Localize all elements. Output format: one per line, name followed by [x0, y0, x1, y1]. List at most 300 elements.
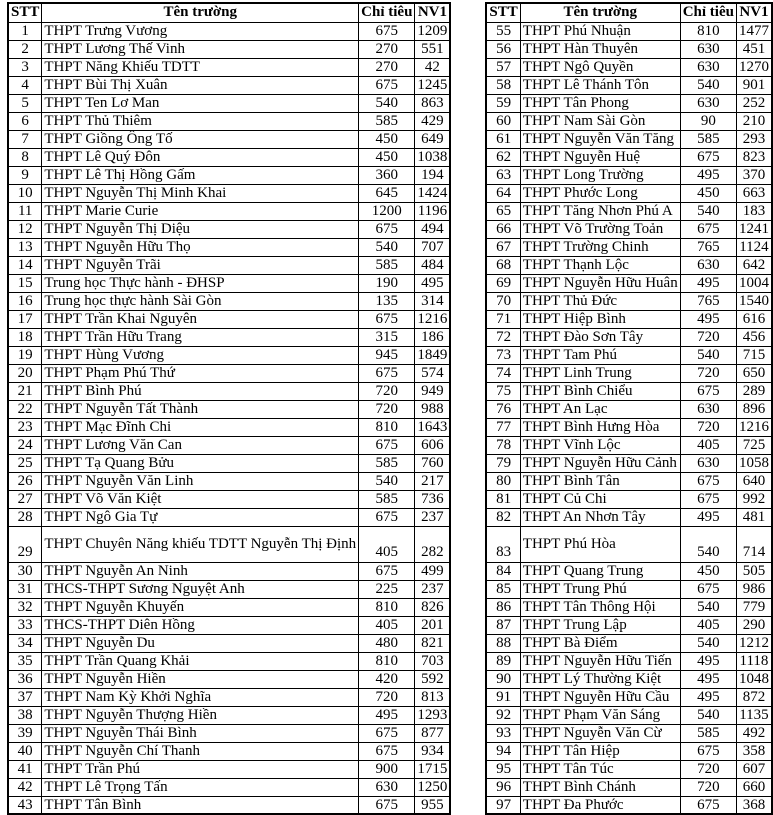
cell-chi_tieu: 675 — [359, 76, 415, 94]
cell-name: THPT Lê Trọng Tấn — [42, 778, 359, 796]
cell-name: THPT Võ Văn Kiệt — [42, 490, 359, 508]
table-row — [8, 742, 450, 760]
cell-name: THPT Lê Quý Đôn — [42, 148, 359, 166]
cell-chi_tieu: 675 — [359, 796, 415, 814]
table-row — [486, 238, 772, 256]
cell-chi_tieu: 675 — [680, 472, 736, 490]
cell-chi_tieu: 720 — [680, 364, 736, 382]
cell-stt: 3 — [8, 58, 42, 76]
cell-chi_tieu: 630 — [680, 256, 736, 274]
table-row — [8, 706, 450, 724]
table-row — [486, 166, 772, 184]
cell-chi_tieu: 450 — [680, 562, 736, 580]
cell-stt: 62 — [486, 148, 520, 166]
cell-nv1: 992 — [736, 490, 772, 508]
table-row — [8, 526, 450, 562]
cell-name: THPT Nguyễn Chí Thanh — [42, 742, 359, 760]
cell-nv1: 714 — [736, 526, 772, 562]
cell-stt: 81 — [486, 490, 520, 508]
cell-chi_tieu: 450 — [359, 148, 415, 166]
cell-stt: 82 — [486, 508, 520, 526]
cell-nv1: 237 — [415, 580, 451, 598]
cell-stt: 25 — [8, 454, 42, 472]
cell-name: THPT Ten Lơ Man — [42, 94, 359, 112]
cell-name: THPT Tạ Quang Bửu — [42, 454, 359, 472]
table-row — [486, 310, 772, 328]
cell-chi_tieu: 270 — [359, 58, 415, 76]
cell-stt: 28 — [8, 508, 42, 526]
cell-chi_tieu: 810 — [359, 652, 415, 670]
cell-stt: 85 — [486, 580, 520, 598]
column-header-chi_tieu: Chỉ tiêu — [680, 3, 736, 22]
table-row — [8, 328, 450, 346]
header-row — [486, 3, 772, 22]
cell-stt: 75 — [486, 382, 520, 400]
cell-name: THPT An Lạc — [520, 400, 680, 418]
cell-stt: 74 — [486, 364, 520, 382]
cell-stt: 26 — [8, 472, 42, 490]
table-row — [8, 166, 450, 184]
cell-nv1: 823 — [736, 148, 772, 166]
cell-name: THPT Nguyễn Hữu Cầu — [520, 688, 680, 706]
cell-stt: 56 — [486, 40, 520, 58]
cell-stt: 40 — [8, 742, 42, 760]
cell-stt: 55 — [486, 22, 520, 40]
cell-nv1: 1849 — [415, 346, 451, 364]
table-row — [486, 202, 772, 220]
table-row — [8, 40, 450, 58]
cell-nv1: 736 — [415, 490, 451, 508]
table-row — [8, 256, 450, 274]
cell-chi_tieu: 405 — [680, 616, 736, 634]
cell-name: THPT Nguyễn Huệ — [520, 148, 680, 166]
cell-chi_tieu: 675 — [359, 508, 415, 526]
cell-nv1: 505 — [736, 562, 772, 580]
cell-nv1: 650 — [736, 364, 772, 382]
cell-name: THPT Đào Sơn Tây — [520, 328, 680, 346]
cell-name: THPT Nguyễn Hữu Cảnh — [520, 454, 680, 472]
cell-nv1: 872 — [736, 688, 772, 706]
cell-name: THPT Nguyễn Thượng Hiền — [42, 706, 359, 724]
cell-stt: 63 — [486, 166, 520, 184]
cell-stt: 30 — [8, 562, 42, 580]
cell-nv1: 1135 — [736, 706, 772, 724]
cell-nv1: 1038 — [415, 148, 451, 166]
table-row — [486, 580, 772, 598]
cell-chi_tieu: 585 — [359, 112, 415, 130]
table-row — [8, 310, 450, 328]
cell-chi_tieu: 540 — [680, 634, 736, 652]
cell-nv1: 451 — [736, 40, 772, 58]
cell-name: THPT Thủ Đức — [520, 292, 680, 310]
cell-name: THPT Củ Chi — [520, 490, 680, 508]
cell-name: THPT Trần Phú — [42, 760, 359, 778]
cell-stt: 19 — [8, 346, 42, 364]
cell-name: THPT Nguyễn Hiền — [42, 670, 359, 688]
table-row — [486, 508, 772, 526]
cell-stt: 41 — [8, 760, 42, 778]
table-row — [486, 634, 772, 652]
cell-stt: 11 — [8, 202, 42, 220]
cell-stt: 73 — [486, 346, 520, 364]
cell-nv1: 293 — [736, 130, 772, 148]
cell-chi_tieu: 630 — [359, 778, 415, 796]
cell-chi_tieu: 225 — [359, 580, 415, 598]
cell-chi_tieu: 495 — [680, 310, 736, 328]
cell-name: THPT Hàn Thuyên — [520, 40, 680, 58]
cell-name: THPT Nguyễn Văn Tăng — [520, 130, 680, 148]
table-row — [486, 256, 772, 274]
cell-stt: 69 — [486, 274, 520, 292]
cell-nv1: 1245 — [415, 76, 451, 94]
table-row — [486, 184, 772, 202]
cell-name: THPT Nguyễn Tất Thành — [42, 400, 359, 418]
cell-stt: 12 — [8, 220, 42, 238]
cell-stt: 90 — [486, 670, 520, 688]
cell-nv1: 1540 — [736, 292, 772, 310]
cell-nv1: 282 — [415, 526, 451, 562]
cell-nv1: 429 — [415, 112, 451, 130]
cell-stt: 77 — [486, 418, 520, 436]
cell-stt: 4 — [8, 76, 42, 94]
cell-nv1: 495 — [415, 274, 451, 292]
cell-chi_tieu: 405 — [359, 526, 415, 562]
table-row — [486, 274, 772, 292]
cell-stt: 36 — [8, 670, 42, 688]
cell-nv1: 186 — [415, 328, 451, 346]
cell-stt: 18 — [8, 328, 42, 346]
table-row — [8, 58, 450, 76]
cell-name: THPT Thủ Thiêm — [42, 112, 359, 130]
cell-name: THPT Chuyên Năng khiếu TDTT Nguyễn Thị Định — [42, 526, 359, 562]
cell-chi_tieu: 630 — [680, 454, 736, 472]
table-row — [486, 58, 772, 76]
cell-nv1: 901 — [736, 76, 772, 94]
cell-stt: 71 — [486, 310, 520, 328]
cell-chi_tieu: 540 — [680, 346, 736, 364]
cell-chi_tieu: 315 — [359, 328, 415, 346]
cell-chi_tieu: 675 — [359, 22, 415, 40]
cell-nv1: 499 — [415, 562, 451, 580]
table-row — [486, 328, 772, 346]
cell-stt: 21 — [8, 382, 42, 400]
cell-name: THCS-THPT Diên Hồng — [42, 616, 359, 634]
cell-stt: 89 — [486, 652, 520, 670]
cell-name: THPT Bình Chiểu — [520, 382, 680, 400]
cell-chi_tieu: 1200 — [359, 202, 415, 220]
cell-name: THPT Trưng Vương — [42, 22, 359, 40]
cell-nv1: 492 — [736, 724, 772, 742]
cell-name: THPT Bình Hưng Hòa — [520, 418, 680, 436]
cell-chi_tieu: 675 — [680, 382, 736, 400]
table-row — [486, 598, 772, 616]
cell-name: THPT Tân Túc — [520, 760, 680, 778]
cell-stt: 70 — [486, 292, 520, 310]
cell-chi_tieu: 720 — [359, 382, 415, 400]
cell-name: THPT Lương Văn Can — [42, 436, 359, 454]
cell-stt: 6 — [8, 112, 42, 130]
cell-chi_tieu: 495 — [680, 670, 736, 688]
table-row — [8, 202, 450, 220]
cell-nv1: 760 — [415, 454, 451, 472]
cell-nv1: 481 — [736, 508, 772, 526]
cell-chi_tieu: 90 — [680, 112, 736, 130]
cell-chi_tieu: 720 — [680, 328, 736, 346]
cell-nv1: 1216 — [736, 418, 772, 436]
cell-nv1: 988 — [415, 400, 451, 418]
table-row — [486, 418, 772, 436]
cell-chi_tieu: 675 — [359, 220, 415, 238]
cell-nv1: 642 — [736, 256, 772, 274]
cell-chi_tieu: 765 — [680, 238, 736, 256]
cell-name: THPT Trung Lập — [520, 616, 680, 634]
cell-nv1: 574 — [415, 364, 451, 382]
cell-nv1: 1643 — [415, 418, 451, 436]
cell-nv1: 934 — [415, 742, 451, 760]
cell-name: THPT Bà Điểm — [520, 634, 680, 652]
cell-chi_tieu: 765 — [680, 292, 736, 310]
cell-chi_tieu: 360 — [359, 166, 415, 184]
table-row — [486, 688, 772, 706]
cell-chi_tieu: 645 — [359, 184, 415, 202]
cell-stt: 57 — [486, 58, 520, 76]
cell-name: Trung học thực hành Sài Gòn — [42, 292, 359, 310]
cell-nv1: 607 — [736, 760, 772, 778]
cell-chi_tieu: 585 — [680, 724, 736, 742]
table-row — [8, 112, 450, 130]
cell-nv1: 1212 — [736, 634, 772, 652]
cell-chi_tieu: 630 — [680, 40, 736, 58]
cell-name: THPT Long Trường — [520, 166, 680, 184]
header-row — [8, 3, 450, 22]
cell-nv1: 290 — [736, 616, 772, 634]
table-row — [8, 22, 450, 40]
table-row — [486, 652, 772, 670]
column-header-chi_tieu: Chỉ tiêu — [359, 3, 415, 22]
cell-chi_tieu: 135 — [359, 292, 415, 310]
table-row — [8, 364, 450, 382]
cell-nv1: 1715 — [415, 760, 451, 778]
table-row — [486, 346, 772, 364]
cell-chi_tieu: 675 — [680, 220, 736, 238]
cell-nv1: 194 — [415, 166, 451, 184]
cell-chi_tieu: 720 — [680, 760, 736, 778]
cell-stt: 87 — [486, 616, 520, 634]
cell-name: THPT Nguyễn Văn Cừ — [520, 724, 680, 742]
cell-name: THPT Lý Thường Kiệt — [520, 670, 680, 688]
cell-stt: 5 — [8, 94, 42, 112]
cell-chi_tieu: 190 — [359, 274, 415, 292]
cell-stt: 32 — [8, 598, 42, 616]
cell-stt: 2 — [8, 40, 42, 58]
column-header-stt: STT — [486, 3, 520, 22]
table-row — [486, 778, 772, 796]
cell-stt: 86 — [486, 598, 520, 616]
cell-nv1: 1058 — [736, 454, 772, 472]
cell-stt: 67 — [486, 238, 520, 256]
cell-stt: 94 — [486, 742, 520, 760]
cell-stt: 91 — [486, 688, 520, 706]
cell-chi_tieu: 495 — [359, 706, 415, 724]
cell-chi_tieu: 810 — [680, 22, 736, 40]
cell-stt: 10 — [8, 184, 42, 202]
table-row — [486, 742, 772, 760]
cell-nv1: 715 — [736, 346, 772, 364]
table-row — [486, 706, 772, 724]
cell-nv1: 640 — [736, 472, 772, 490]
cell-name: THPT Nguyễn Du — [42, 634, 359, 652]
table-row — [486, 94, 772, 112]
cell-nv1: 368 — [736, 796, 772, 814]
cell-stt: 59 — [486, 94, 520, 112]
cell-chi_tieu: 480 — [359, 634, 415, 652]
cell-chi_tieu: 675 — [359, 310, 415, 328]
cell-name: THPT Tân Bình — [42, 796, 359, 814]
cell-name: THPT Ngô Gia Tự — [42, 508, 359, 526]
table-body — [8, 22, 450, 814]
cell-stt: 27 — [8, 490, 42, 508]
cell-chi_tieu: 675 — [359, 364, 415, 382]
cell-chi_tieu: 630 — [680, 58, 736, 76]
table-row — [486, 148, 772, 166]
table-row — [8, 238, 450, 256]
cell-name: THPT Phú Hòa — [520, 526, 680, 562]
cell-stt: 16 — [8, 292, 42, 310]
cell-stt: 33 — [8, 616, 42, 634]
table-row — [8, 436, 450, 454]
cell-name: THPT Nguyễn Hữu Huân — [520, 274, 680, 292]
table-row — [8, 148, 450, 166]
cell-stt: 95 — [486, 760, 520, 778]
cell-stt: 64 — [486, 184, 520, 202]
cell-nv1: 826 — [415, 598, 451, 616]
cell-name: THPT Tân Hiệp — [520, 742, 680, 760]
cell-chi_tieu: 675 — [359, 724, 415, 742]
cell-nv1: 1004 — [736, 274, 772, 292]
cell-chi_tieu: 675 — [680, 490, 736, 508]
cell-nv1: 1250 — [415, 778, 451, 796]
table-row — [8, 580, 450, 598]
cell-stt: 80 — [486, 472, 520, 490]
cell-nv1: 703 — [415, 652, 451, 670]
cell-name: THPT Thạnh Lộc — [520, 256, 680, 274]
cell-nv1: 1477 — [736, 22, 772, 40]
cell-chi_tieu: 540 — [680, 598, 736, 616]
table-row — [8, 76, 450, 94]
cell-stt: 43 — [8, 796, 42, 814]
table-row — [8, 778, 450, 796]
cell-chi_tieu: 585 — [680, 130, 736, 148]
cell-stt: 83 — [486, 526, 520, 562]
cell-chi_tieu: 675 — [359, 436, 415, 454]
cell-nv1: 616 — [736, 310, 772, 328]
cell-name: THPT Marie Curie — [42, 202, 359, 220]
table-row — [486, 526, 772, 562]
cell-stt: 39 — [8, 724, 42, 742]
cell-name: THPT Nguyễn Khuyến — [42, 598, 359, 616]
column-header-nv1: NV1 — [736, 3, 772, 22]
cell-name: THPT Nguyễn Thị Diệu — [42, 220, 359, 238]
cell-chi_tieu: 720 — [359, 400, 415, 418]
cell-nv1: 663 — [736, 184, 772, 202]
cell-name: THPT Trần Quang Khải — [42, 652, 359, 670]
cell-name: THPT Quang Trung — [520, 562, 680, 580]
cell-name: THPT Đa Phước — [520, 796, 680, 814]
cell-name: THPT Bình Phú — [42, 382, 359, 400]
table-row — [486, 562, 772, 580]
cell-nv1: 252 — [736, 94, 772, 112]
table-row — [8, 796, 450, 814]
cell-nv1: 237 — [415, 508, 451, 526]
table-header — [8, 3, 450, 22]
cell-stt: 76 — [486, 400, 520, 418]
cell-nv1: 986 — [736, 580, 772, 598]
cell-chi_tieu: 585 — [359, 454, 415, 472]
cell-name: THPT An Nhơn Tây — [520, 508, 680, 526]
cell-stt: 84 — [486, 562, 520, 580]
cell-nv1: 1196 — [415, 202, 451, 220]
cell-stt: 68 — [486, 256, 520, 274]
cell-chi_tieu: 405 — [359, 616, 415, 634]
table-row — [486, 670, 772, 688]
cell-chi_tieu: 495 — [680, 688, 736, 706]
cell-nv1: 210 — [736, 112, 772, 130]
cell-nv1: 456 — [736, 328, 772, 346]
cell-nv1: 42 — [415, 58, 451, 76]
cell-chi_tieu: 675 — [680, 742, 736, 760]
cell-stt: 35 — [8, 652, 42, 670]
table-row — [8, 292, 450, 310]
cell-chi_tieu: 630 — [680, 400, 736, 418]
cell-name: THPT Nguyễn Văn Linh — [42, 472, 359, 490]
cell-stt: 14 — [8, 256, 42, 274]
cell-stt: 17 — [8, 310, 42, 328]
table-row — [8, 562, 450, 580]
cell-stt: 29 — [8, 526, 42, 562]
cell-name: THPT Trần Khai Nguyên — [42, 310, 359, 328]
cell-stt: 13 — [8, 238, 42, 256]
cell-stt: 42 — [8, 778, 42, 796]
table-row — [8, 760, 450, 778]
cell-name: THPT Nam Kỳ Khởi Nghĩa — [42, 688, 359, 706]
cell-name: THPT Nguyễn Thái Bình — [42, 724, 359, 742]
table-row — [486, 292, 772, 310]
cell-stt: 61 — [486, 130, 520, 148]
table-row — [486, 796, 772, 814]
cell-nv1: 1124 — [736, 238, 772, 256]
cell-chi_tieu: 720 — [680, 778, 736, 796]
cell-chi_tieu: 420 — [359, 670, 415, 688]
cell-chi_tieu: 810 — [359, 598, 415, 616]
admission-table-left — [7, 2, 451, 815]
cell-chi_tieu: 630 — [680, 94, 736, 112]
cell-stt: 72 — [486, 328, 520, 346]
cell-nv1: 370 — [736, 166, 772, 184]
table-row — [486, 724, 772, 742]
cell-nv1: 863 — [415, 94, 451, 112]
column-header-stt: STT — [8, 3, 42, 22]
cell-nv1: 201 — [415, 616, 451, 634]
cell-name: THPT Nguyễn Hữu Thọ — [42, 238, 359, 256]
cell-nv1: 725 — [736, 436, 772, 454]
cell-name: THPT Ngô Quyền — [520, 58, 680, 76]
cell-chi_tieu: 945 — [359, 346, 415, 364]
cell-nv1: 494 — [415, 220, 451, 238]
cell-stt: 66 — [486, 220, 520, 238]
cell-chi_tieu: 450 — [680, 184, 736, 202]
cell-stt: 79 — [486, 454, 520, 472]
cell-stt: 22 — [8, 400, 42, 418]
